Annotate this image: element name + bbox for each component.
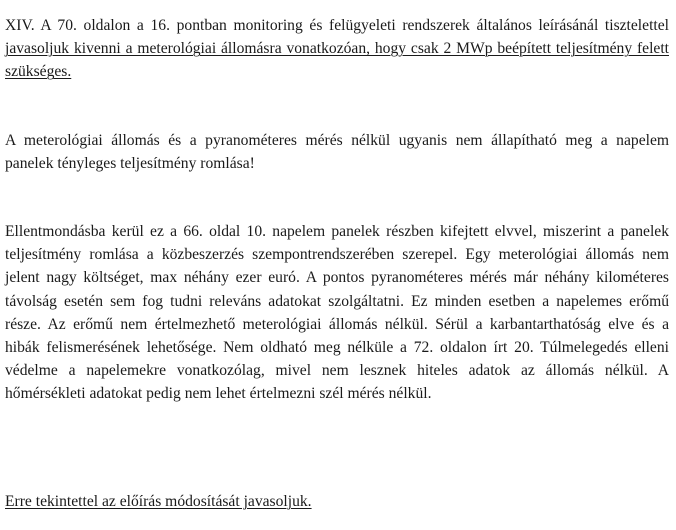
text-line-underlined (5, 37, 669, 60)
text-line: távolság esetén sem fog tudni releváns adatokat szolgáltatni. Ez minden esetben a napelemes erőmű (5, 292, 669, 310)
text-line: védelme a napelemekre vonatkozólag, mivel nem lesznek hiteles adatok az állomás nélkül. A (5, 362, 669, 380)
text-line-underlined (5, 60, 669, 83)
text-line: A meterológiai állomás és a pyranométeres mérés nélkül ugyanis nem állapítható meg a napelem (5, 132, 669, 149)
paragraph-reason (5, 129, 669, 175)
underlined-text: javasoljuk kivenni a meterológiai állomásra vonatkozóan, hogy csak 2 MWp beépített teljesítmény felett (5, 40, 669, 58)
text-line: teljesítmény romlása a közbeszerzés szempontrendszerében szerepel. Egy meterológiai állomás nem (5, 246, 669, 264)
paragraph-conclusion (5, 490, 669, 513)
text-line: Ellentmondásba kerül ez a 66. oldal 10. napelem panelek részben kifejtett elvvel, miszerint a panelek (5, 223, 669, 240)
text-line: XIV. A 70. oldalon a 16. pontban monitoring és felügyeleti rendszerek általános leírásánál tisztelettel (5, 17, 669, 34)
underlined-text: szükséges. (5, 63, 72, 81)
paragraph-justification (5, 220, 669, 406)
text-line: hibák felismerésének lehetősége. Nem oldható meg nélküle a 72. oldalon írt 20. Túlmelegedés elleni (5, 338, 669, 356)
text-line: hőmérsékleti adatokat pedig nem lehet értelmezni szél mérés nélkül. (5, 385, 432, 403)
text-line: része. Az erőmű nem értelmezhető meterológiai állomás nélkül. Sérül a karbantarthatóság elve és a (5, 315, 669, 333)
text-line: panelek tényleges teljesítmény romlása! (5, 155, 255, 173)
paragraph-proposal (5, 14, 669, 84)
text-line: jelent nagy költséget, max néhány ezer euró. A pontos pyranométeres mérés már néhány kilométeres (5, 269, 669, 287)
text-line-underlined (5, 490, 669, 513)
underlined-text: Erre tekintettel az előírás módosítását javasoljuk. (5, 493, 312, 510)
